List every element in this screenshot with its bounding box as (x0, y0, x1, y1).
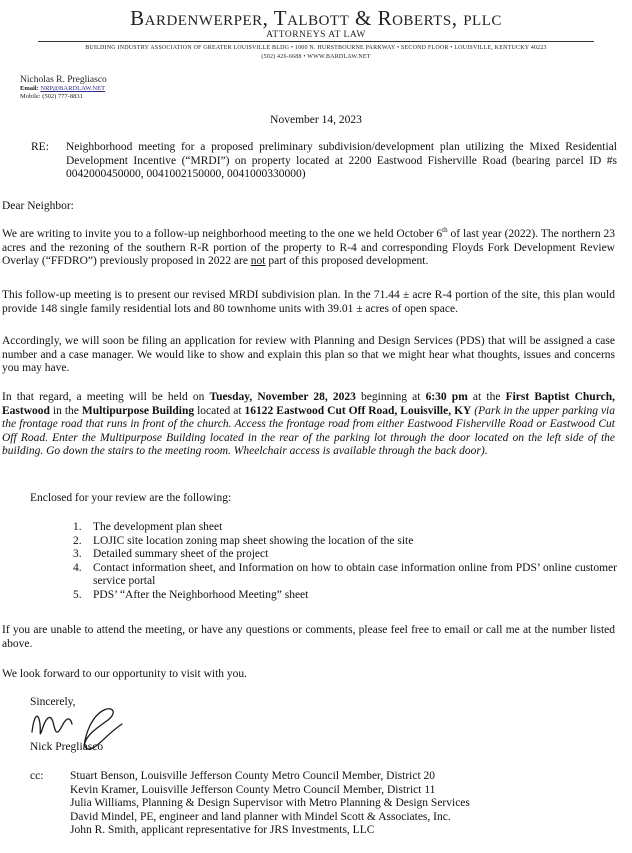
sender-mobile: Mobile: (502) 777-8831 (20, 93, 83, 100)
firm-contact: (502) 426-6688 • WWW.BARDLAW.NET (261, 54, 371, 60)
paragraph-closing: We look forward to our opportunity to visit with you. (2, 668, 248, 680)
closing-word: Sincerely, (30, 696, 76, 708)
paragraph-invitation (2, 228, 615, 269)
meeting-date: Tuesday, November 28, 2023 (209, 391, 356, 403)
enclosure-item (73, 535, 617, 549)
paragraph-plan-summary: This follow-up meeting is to present our revised MRDI subdivision plan. In the 71.44 ± acre R-4 portion of the site, this plan would provide 148 single family residential lots and 80 townhome units with 39.01 ± acres of open space. (2, 289, 615, 315)
paragraph-contact: If you are unable to attend the meeting, or have any questions or comments, please feel free to email or call me at the number listed above. (2, 624, 615, 650)
enclosure-number: 4. (73, 561, 82, 574)
enclosure-text: LOJIC site location zoning map sheet showing the location of the site (93, 534, 414, 547)
p1-text-c: part of this proposed development. (265, 255, 429, 268)
meeting-building: Multipurpose Building (81, 404, 195, 417)
salutation: Dear Neighbor: (2, 200, 74, 212)
firm-subtitle: ATTORNEYS AT LAW (266, 30, 366, 40)
p4-t3: at the (467, 391, 506, 403)
cc-recipient: Stuart Benson, Louisville Jefferson County Metro Council Member, District 20 (70, 770, 436, 782)
cc-recipient: David Mindel, PE, engineer and land planner with Mindel Scott & Associates, Inc. (70, 810, 451, 823)
letterhead-divider (38, 41, 594, 42)
paragraph-application: Accordingly, we will soon be filing an application for review with Planning and Design Services (PDS) that will be assigned a case number and a case manager. We would like to show and explain this plan so that we might hear what thoughts, issues and concerns you may have. (2, 335, 615, 375)
enclosure-number: 5. (73, 588, 82, 601)
enclosure-item (73, 562, 617, 589)
sender-email-line (20, 85, 107, 93)
p4-t5: located at (194, 404, 245, 417)
sender-email-label: Email: (20, 85, 39, 92)
cc-recipient: John R. Smith, applicant representative for JRS Investments, LLC (70, 824, 375, 837)
sender-name: Nicholas R. Pregliasco (20, 75, 107, 85)
paragraph-meeting-details (2, 391, 615, 459)
meeting-venue: First Baptist Church, Eastwood (2, 391, 615, 417)
firm-address-block (0, 44, 632, 62)
enclosure-text: Detailed summary sheet of the project (93, 548, 269, 561)
firm-address: BUILDING INDUSTRY ASSOCIATION OF GREATER LOUISVILLE BLDG • 1000 N. HURSTBOURNE PARKWAY • SECOND FLOOR • LOUISVILLE, KENTUCKY 40223 (85, 45, 547, 51)
enclosure-number: 3. (73, 548, 82, 561)
cc-recipients (70, 770, 470, 838)
cc-recipient: Julia Williams, Planning & Design Supervisor with Metro Planning & Design Services (70, 797, 470, 810)
parking-directions: (Park in the upper parking via the frontage road that runs in front of the church. Access the frontage road from either Eastwood Fisherville Road or Eastwood Cut Off Road. Enter the Multipurpose Building located in the rear of the parking lot through the door located on the left side of the building. Go down the stairs to the meeting room. Wheelchair access is available through the back door). (2, 404, 615, 458)
letter-date: November 14, 2023 (270, 114, 362, 126)
enclosures-list (73, 521, 617, 603)
meeting-address: 16122 Eastwood Cut Off Road, Louisville, KY (244, 404, 472, 417)
p4-t1: In that regard, a meeting will be held on (2, 391, 210, 403)
meeting-time: 6:30 pm (425, 391, 468, 403)
enclosure-item (73, 548, 617, 562)
sender-email-link[interactable]: NRP@BARDLAW.NET (40, 85, 106, 92)
enclosure-item (73, 521, 617, 535)
p4-t4: in the (49, 404, 82, 417)
re-label: RE: (31, 141, 49, 153)
enclosure-text: The development plan sheet (93, 521, 223, 533)
enclosure-text: Contact information sheet, and Information on how to obtain case information online from PDS’ online customer service portal (93, 561, 617, 588)
enclosures-intro: Enclosed for your review are the following: (30, 492, 232, 504)
cc-recipient: Kevin Kramer, Louisville Jefferson County Metro Council Member, District 11 (70, 783, 436, 796)
cc-label: cc: (30, 770, 44, 782)
enclosure-item (73, 589, 617, 603)
firm-name: Bardenwerper, Talbott & Roberts, pllc (130, 6, 502, 30)
p4-t2: beginning at (355, 391, 426, 403)
enclosure-number: 2. (73, 534, 82, 547)
p1-superscript: th (442, 226, 448, 235)
re-subject: Neighborhood meeting for a proposed preliminary subdivision/development plan utilizing the Mixed Residential Development Incentive (“MRDI”) on property located at 2200 Eastwood Fisherville Road (bearing parcel ID #s 0042000450000, 0041002150000, 0041000330000) (66, 141, 617, 181)
p1-text-a: We are writing to invite you to a follow-up neighborhood meeting to the one we held October 6 (2, 228, 443, 240)
sender-block (20, 75, 107, 101)
signer-name: Nick Pregliasco (30, 741, 104, 753)
p1-underlined-not: not (250, 255, 266, 268)
enclosure-number: 1. (73, 521, 82, 533)
p1-text-b: of last year (2022). The northern 23 acres and the rezoning of the southern R-R portion of the property to R-4 and corresponding Floyds Fork Development Review Overlay (“FFDRO”) previously proposed in 2022 are (2, 228, 615, 268)
enclosure-text: PDS’ “After the Neighborhood Meeting” sheet (93, 588, 309, 601)
